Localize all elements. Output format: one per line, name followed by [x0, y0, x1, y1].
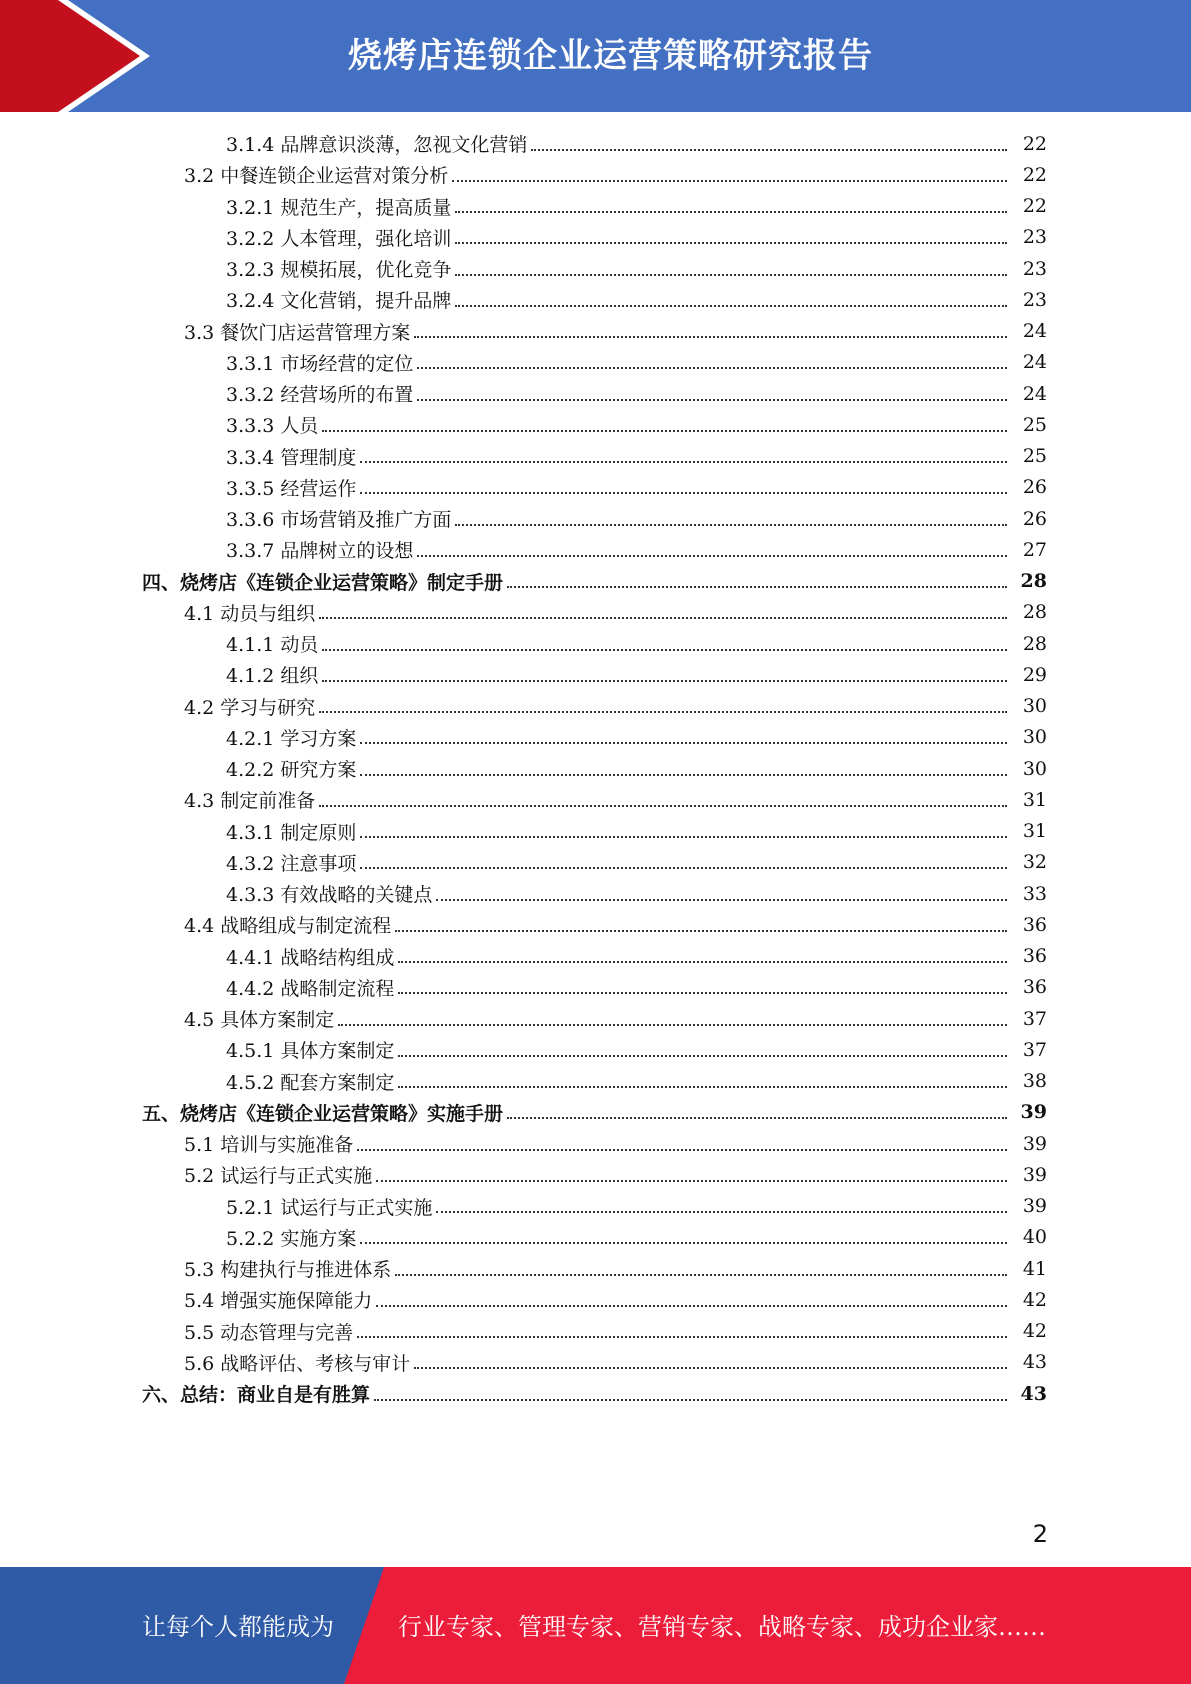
toc-dot-leader	[398, 992, 1007, 994]
toc-dot-leader	[360, 742, 1007, 744]
toc-entry-label: 4.5.2 配套方案制定	[226, 1071, 395, 1094]
toc-entry-label: 3.2.3 规模拓展，优化竞争	[226, 259, 452, 282]
toc-entry[interactable]	[0, 378, 1191, 409]
toc-entry[interactable]	[0, 1034, 1191, 1065]
toc-dot-leader	[398, 961, 1007, 963]
toc-entry-page: 22	[1022, 195, 1047, 218]
toc-entry[interactable]	[0, 253, 1191, 284]
toc-dot-leader	[360, 492, 1007, 494]
toc-entry-label: 5.2.1 试运行与正式实施	[226, 1196, 433, 1219]
toc-entry-page: 31	[1022, 820, 1047, 843]
toc-dot-leader	[319, 617, 1007, 619]
toc-entry-page: 28	[1020, 570, 1047, 593]
toc-entry-page: 37	[1022, 1007, 1047, 1030]
toc-entry-page: 39	[1022, 1163, 1047, 1186]
toc-entry-label: 4.4.2 战略制定流程	[226, 977, 395, 1000]
toc-entry-page: 39	[1022, 1132, 1047, 1155]
toc-entry[interactable]	[0, 566, 1191, 597]
toc-entry[interactable]	[0, 628, 1191, 659]
toc-entry-label: 3.3.2 经营场所的布置	[226, 384, 414, 407]
toc-entry-page: 36	[1022, 976, 1047, 999]
toc-dot-leader	[455, 305, 1007, 307]
toc-entry[interactable]	[0, 159, 1191, 190]
toc-entry[interactable]	[0, 972, 1191, 1003]
toc-entry[interactable]	[0, 597, 1191, 628]
toc-dot-leader	[360, 867, 1007, 869]
toc-entry[interactable]	[0, 316, 1191, 347]
toc-entry-label: 3.3.6 市场营销及推广方面	[226, 509, 452, 532]
toc-dot-leader	[395, 1274, 1007, 1276]
toc-dot-leader	[455, 211, 1007, 213]
toc-dot-leader	[531, 149, 1007, 151]
toc-entry[interactable]	[0, 847, 1191, 878]
toc-entry-page: 26	[1022, 476, 1047, 499]
toc-entry-page: 39	[1022, 1195, 1047, 1218]
toc-entry-label: 3.2.2 人本管理，强化培训	[226, 227, 452, 250]
toc-dot-leader	[507, 586, 1007, 588]
toc-dot-leader	[376, 1180, 1007, 1182]
toc-entry-page: 42	[1022, 1288, 1047, 1311]
toc-entry-label: 3.3.7 品牌树立的设想	[226, 540, 414, 563]
toc-entry-label: 5.2.2 实施方案	[226, 1227, 357, 1250]
toc-entry[interactable]	[0, 503, 1191, 534]
toc-entry-page: 26	[1022, 507, 1047, 530]
toc-dot-leader	[417, 399, 1007, 401]
toc-entry-label: 3.2.1 规范生产，提高质量	[226, 196, 452, 219]
toc-dot-leader	[322, 680, 1007, 682]
toc-dot-leader	[395, 930, 1007, 932]
toc-entry-label: 5.6 战略评估、考核与审计	[184, 1352, 411, 1375]
toc-entry-page: 37	[1022, 1038, 1047, 1061]
toc-entry-page: 31	[1022, 788, 1047, 811]
toc-dot-leader	[319, 711, 1007, 713]
toc-entry-page: 24	[1022, 320, 1047, 343]
toc-entry-page: 29	[1022, 663, 1047, 686]
toc-entry[interactable]	[0, 1284, 1191, 1315]
toc-entry-page: 27	[1022, 538, 1047, 561]
toc-entry[interactable]	[0, 222, 1191, 253]
page-header	[0, 0, 1191, 112]
table-of-contents	[0, 128, 1191, 1409]
toc-entry-label: 3.3.5 经营运作	[226, 477, 357, 500]
toc-dot-leader	[398, 1086, 1007, 1088]
toc-entry-page: 24	[1022, 351, 1047, 374]
toc-dot-leader	[376, 1305, 1007, 1307]
toc-entry-page: 23	[1022, 288, 1047, 311]
toc-entry-label: 4.2 学习与研究	[184, 696, 316, 719]
toc-dot-leader	[414, 336, 1007, 338]
toc-entry-label: 4.3.1 制定原则	[226, 821, 357, 844]
toc-entry-page: 38	[1022, 1070, 1047, 1093]
toc-entry-label: 5.1 培训与实施准备	[184, 1134, 354, 1157]
toc-entry-label: 3.3 餐饮门店运营管理方案	[184, 321, 411, 344]
toc-entry-label: 4.5.1 具体方案制定	[226, 1040, 395, 1063]
toc-entry-page: 28	[1022, 601, 1047, 624]
toc-entry-label: 4.3.2 注意事项	[226, 852, 357, 875]
toc-dot-leader	[360, 836, 1007, 838]
toc-entry-page: 42	[1022, 1320, 1047, 1343]
toc-dot-leader	[360, 1242, 1007, 1244]
toc-entry[interactable]	[0, 1003, 1191, 1034]
toc-dot-leader	[455, 274, 1007, 276]
toc-entry-page: 43	[1022, 1351, 1047, 1374]
toc-dot-leader	[436, 1211, 1007, 1213]
toc-entry-label: 五、烧烤店《连锁企业运营策略》实施手册	[142, 1102, 504, 1125]
toc-dot-leader	[357, 1149, 1007, 1151]
toc-entry[interactable]	[0, 1097, 1191, 1128]
toc-dot-leader	[417, 367, 1007, 369]
toc-entry-label: 4.2.2 研究方案	[226, 759, 357, 782]
toc-entry[interactable]	[0, 1191, 1191, 1222]
toc-entry-page: 24	[1022, 382, 1047, 405]
toc-entry-label: 4.5 具体方案制定	[184, 1009, 335, 1032]
toc-dot-leader	[417, 555, 1007, 557]
toc-entry[interactable]	[0, 909, 1191, 940]
toc-entry[interactable]	[0, 1066, 1191, 1097]
toc-entry-label: 4.1 动员与组织	[184, 602, 316, 625]
toc-entry[interactable]	[0, 659, 1191, 690]
toc-entry[interactable]	[0, 472, 1191, 503]
toc-entry-page: 23	[1022, 226, 1047, 249]
toc-entry[interactable]	[0, 347, 1191, 378]
toc-entry[interactable]	[0, 941, 1191, 972]
toc-entry-label: 5.3 构建执行与推进体系	[184, 1259, 392, 1282]
toc-entry-page: 22	[1022, 132, 1047, 155]
toc-entry-page: 28	[1022, 632, 1047, 655]
toc-entry[interactable]	[0, 784, 1191, 815]
toc-entry-label: 3.3.3 人员	[226, 415, 319, 438]
toc-entry-label: 5.5 动态管理与完善	[184, 1321, 354, 1344]
toc-dot-leader	[452, 180, 1007, 182]
toc-entry-label: 3.3.1 市场经营的定位	[226, 352, 414, 375]
toc-entry-page: 30	[1022, 726, 1047, 749]
toc-entry-page: 36	[1022, 945, 1047, 968]
toc-entry[interactable]	[0, 753, 1191, 784]
toc-entry-page: 33	[1022, 882, 1047, 905]
toc-dot-leader	[322, 430, 1007, 432]
toc-entry[interactable]	[0, 691, 1191, 722]
toc-entry-label: 5.2 试运行与正式实施	[184, 1165, 373, 1188]
toc-entry[interactable]	[0, 1378, 1191, 1409]
toc-dot-leader	[360, 461, 1007, 463]
toc-entry-page: 30	[1022, 757, 1047, 780]
toc-entry[interactable]	[0, 1128, 1191, 1159]
toc-entry-page: 23	[1022, 257, 1047, 280]
toc-dot-leader	[319, 805, 1007, 807]
toc-entry[interactable]	[0, 1347, 1191, 1378]
toc-dot-leader	[455, 524, 1007, 526]
toc-entry-page: 22	[1022, 163, 1047, 186]
toc-entry[interactable]	[0, 534, 1191, 565]
toc-dot-leader	[357, 1336, 1007, 1338]
toc-dot-leader	[436, 899, 1007, 901]
page-number: 2	[1032, 1520, 1048, 1548]
toc-entry[interactable]	[0, 191, 1191, 222]
toc-dot-leader	[322, 649, 1007, 651]
toc-dot-leader	[507, 1117, 1007, 1119]
toc-entry[interactable]	[0, 284, 1191, 315]
toc-dot-leader	[338, 1024, 1007, 1026]
toc-entry-label: 5.4 增强实施保障能力	[184, 1290, 373, 1313]
toc-entry-label: 4.4 战略组成与制定流程	[184, 915, 392, 938]
toc-entry-page: 41	[1022, 1257, 1047, 1280]
toc-entry[interactable]	[0, 128, 1191, 159]
footer-slogan-left: 让每个人都能成为	[142, 1613, 334, 1641]
toc-entry[interactable]	[0, 1253, 1191, 1284]
toc-entry-label: 4.3.3 有效战略的关键点	[226, 884, 433, 907]
toc-dot-leader	[414, 1367, 1007, 1369]
toc-entry-label: 3.3.4 管理制度	[226, 446, 357, 469]
toc-entry-label: 四、烧烤店《连锁企业运营策略》制定手册	[142, 571, 504, 594]
toc-entry-label: 4.3 制定前准备	[184, 790, 316, 813]
toc-entry[interactable]	[0, 722, 1191, 753]
toc-entry-label: 4.1.2 组织	[226, 665, 319, 688]
toc-entry-label: 4.4.1 战略结构组成	[226, 946, 395, 969]
toc-entry-label: 4.1.1 动员	[226, 634, 319, 657]
toc-entry-label: 3.2.4 文化营销，提升品牌	[226, 290, 452, 313]
toc-entry-label: 3.2 中餐连锁企业运营对策分析	[184, 165, 449, 188]
toc-entry-page: 30	[1022, 695, 1047, 718]
toc-entry[interactable]	[0, 816, 1191, 847]
toc-entry-label: 3.1.4 品牌意识淡薄，忽视文化营销	[226, 134, 528, 157]
toc-dot-leader	[374, 1399, 1007, 1401]
toc-dot-leader	[455, 242, 1007, 244]
toc-entry-page: 36	[1022, 913, 1047, 936]
page-footer	[0, 1567, 1191, 1684]
footer-slogan-right: 行业专家、管理专家、营销专家、战略专家、成功企业家……	[398, 1613, 1046, 1641]
toc-entry[interactable]	[0, 1316, 1191, 1347]
report-title: 烧烤店连锁企业运营策略研究报告	[348, 36, 873, 76]
toc-entry-label: 六、总结：商业自是有胜算	[142, 1384, 371, 1407]
toc-entry-label: 4.2.1 学习方案	[226, 727, 357, 750]
toc-entry-page: 25	[1022, 413, 1047, 436]
toc-entry-page: 40	[1022, 1226, 1047, 1249]
toc-entry-page: 25	[1022, 445, 1047, 468]
toc-entry-page: 32	[1022, 851, 1047, 874]
toc-entry[interactable]	[0, 441, 1191, 472]
toc-dot-leader	[360, 774, 1007, 776]
toc-entry[interactable]	[0, 1222, 1191, 1253]
toc-entry[interactable]	[0, 1159, 1191, 1190]
toc-dot-leader	[398, 1055, 1007, 1057]
toc-entry[interactable]	[0, 409, 1191, 440]
toc-entry-page: 43	[1020, 1382, 1047, 1405]
toc-entry-page: 39	[1020, 1101, 1047, 1124]
toc-entry[interactable]	[0, 878, 1191, 909]
